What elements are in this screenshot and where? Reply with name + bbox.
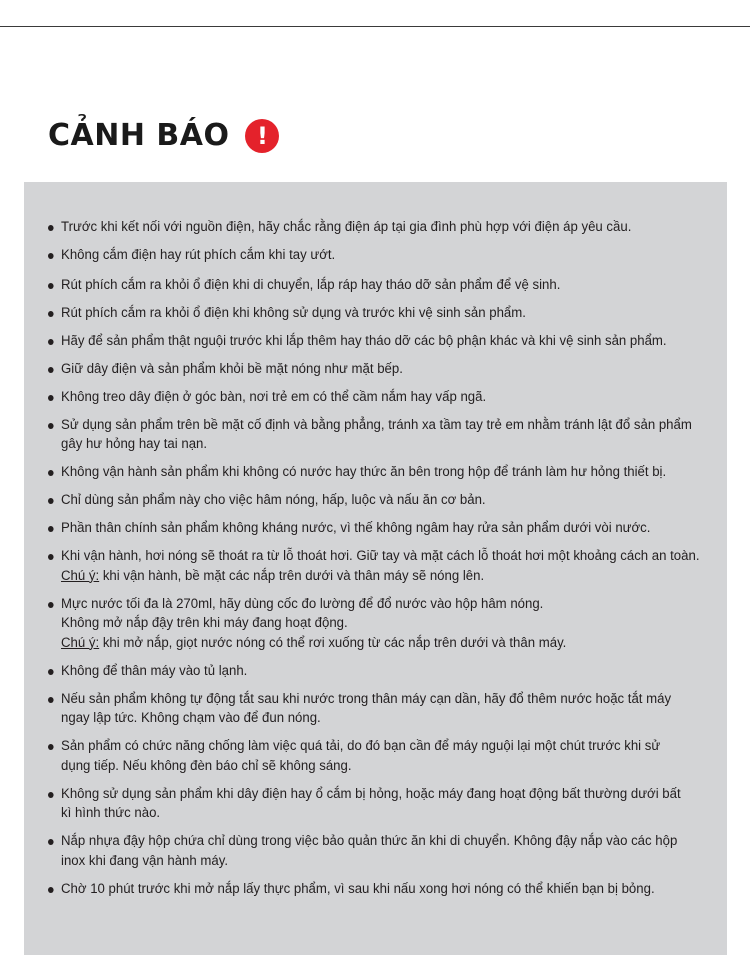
bullet-icon: [48, 339, 54, 345]
note-text: khi mở nắp, giọt nước nóng có thể rơi xuống từ các nắp trên dưới và thân máy.: [99, 634, 567, 651]
warning-item: [48, 416, 721, 455]
warning-text: Khi vận hành, hơi nóng sẽ thoát ra từ lỗ thoát hơi. Giữ tay và mặt cách lỗ thoát hơi một khoảng cách an toàn.: [61, 548, 700, 564]
warning-item: [48, 360, 721, 380]
bullet-icon: [48, 744, 54, 750]
warning-text: Hãy để sản phẩm thật nguội trước khi lắp thêm hay tháo dỡ các bộ phận khác và khi vệ sinh sản phẩm.: [61, 332, 667, 349]
warning-text: Rút phích cắm ra khỏi ổ điện khi không sử dụng và trước khi vệ sinh sản phẩm.: [61, 304, 526, 321]
bullet-icon: [48, 225, 54, 231]
warning-text: Không treo dây điện ở góc bàn, nơi trẻ em có thể cầm nắm hay vấp ngã.: [61, 388, 487, 405]
bullet-icon: [48, 395, 54, 401]
warning-text: Rút phích cắm ra khỏi ổ điện khi di chuyển, lắp ráp hay tháo dỡ sản phẩm để vệ sinh.: [61, 276, 561, 293]
warning-text: Không sử dụng sản phẩm khi dây điện hay ổ cắm bị hỏng, hoặc máy đang hoạt động bất thường dưới bất: [61, 785, 681, 802]
warning-text: Không để thân máy vào tủ lạnh.: [61, 662, 248, 679]
bullet-icon: [48, 839, 54, 845]
warning-note: [61, 567, 721, 587]
warning-text: Không cắm điện hay rút phích cắm khi tay ướt.: [61, 247, 336, 263]
warning-item: [48, 519, 721, 539]
warning-text: Phần thân chính sản phẩm không kháng nước, vì thế không ngâm hay rửa sản phẩm dưới vòi nước.: [61, 520, 651, 536]
warning-item: [48, 547, 721, 586]
warning-text-continued: gây hư hỏng hay tai nạn.: [61, 436, 208, 452]
warning-text-continued: kì hình thức nào.: [61, 805, 161, 821]
warning-item: [48, 595, 721, 654]
bullet-icon: [48, 602, 54, 608]
bullet-icon: [48, 697, 54, 703]
warning-item: [48, 304, 721, 324]
note-label: Chú ý:: [61, 567, 100, 584]
exclamation-circle-icon: !: [245, 119, 279, 153]
warning-item: [48, 276, 721, 296]
warning-text: Sử dụng sản phẩm trên bề mặt cố định và bằng phẳng, tránh xa tầm tay trẻ em nhằm tránh lật đổ sản phẩm: [61, 416, 692, 433]
warning-item: [48, 737, 721, 776]
warning-text-continued: ngay lập tức. Không chạm vào để đun nóng.: [61, 710, 321, 726]
page-title: CẢNH BÁO: [48, 118, 230, 153]
bullet-icon: [48, 367, 54, 373]
note-label: Chú ý:: [61, 634, 100, 651]
warning-text: Chỉ dùng sản phẩm này cho việc hâm nóng, hấp, luộc và nấu ăn cơ bản.: [61, 492, 486, 508]
warning-text: Mực nước tối đa là 270ml, hãy dùng cốc đo lường để đổ nước vào hộp hâm nóng.: [61, 595, 544, 612]
warning-text: Chờ 10 phút trước khi mở nắp lấy thực phẩm, vì sau khi nấu xong hơi nóng có thể khiến bạn bị bỏng.: [61, 880, 655, 897]
warning-item: [48, 785, 721, 824]
warning-item: [48, 690, 721, 729]
warning-item: [48, 388, 721, 408]
bullet-icon: [48, 498, 54, 504]
warning-text: Không vận hành sản phẩm khi không có nước hay thức ăn bên trong hộp để tránh làm hư hỏng thiết bị.: [61, 464, 667, 480]
warning-panel: [24, 182, 727, 955]
warning-heading: [48, 116, 279, 156]
bullet-icon: [48, 283, 54, 289]
warning-text: Sản phẩm có chức năng chống làm việc quá tải, do đó bạn cần để máy nguội lại một chút trước khi sử: [61, 738, 661, 754]
warning-note: [61, 634, 721, 654]
warning-text: Nắp nhựa đậy hộp chứa chỉ dùng trong việc bảo quản thức ăn khi di chuyển. Không đậy nắp vào các hộp: [61, 833, 678, 849]
bullet-icon: [48, 526, 54, 532]
bullet-icon: [48, 311, 54, 317]
warning-item: [48, 880, 721, 900]
bullet-icon: [48, 887, 54, 893]
warning-list: [48, 218, 713, 899]
warning-item: [48, 246, 721, 266]
warning-item: [48, 832, 721, 871]
warning-item: [48, 218, 721, 238]
bullet-icon: [48, 669, 54, 675]
note-text: khi vận hành, bề mặt các nắp trên dưới và thân máy sẽ nóng lên.: [99, 567, 485, 584]
warning-text-continued: inox khi đang vận hành máy.: [61, 852, 229, 869]
warning-text: Trước khi kết nối với nguồn điện, hãy chắc rằng điện áp tại gia đình phù hợp với điện áp yêu cầu.: [61, 219, 632, 235]
bullet-icon: [48, 253, 54, 259]
warning-text: Nếu sản phẩm không tự động tắt sau khi nước trong thân máy cạn dần, hãy đổ thêm nước hoặc tắt máy: [61, 690, 672, 707]
bullet-icon: [48, 792, 54, 798]
top-divider: [0, 26, 750, 27]
bullet-icon: [48, 554, 54, 560]
warning-text: Giữ dây điện và sản phẩm khỏi bề mặt nóng như mặt bếp.: [61, 360, 403, 377]
warning-item: [48, 463, 721, 483]
warning-text-continued: dụng tiếp. Nếu không đèn báo chỉ sẽ không sáng.: [61, 757, 352, 774]
bullet-icon: [48, 470, 54, 476]
warning-text-continued: Không mở nắp đậy trên khi máy đang hoạt động.: [61, 615, 348, 631]
warning-item: [48, 662, 721, 682]
warning-item: [48, 491, 721, 511]
warning-item: [48, 332, 721, 352]
bullet-icon: [48, 423, 54, 429]
